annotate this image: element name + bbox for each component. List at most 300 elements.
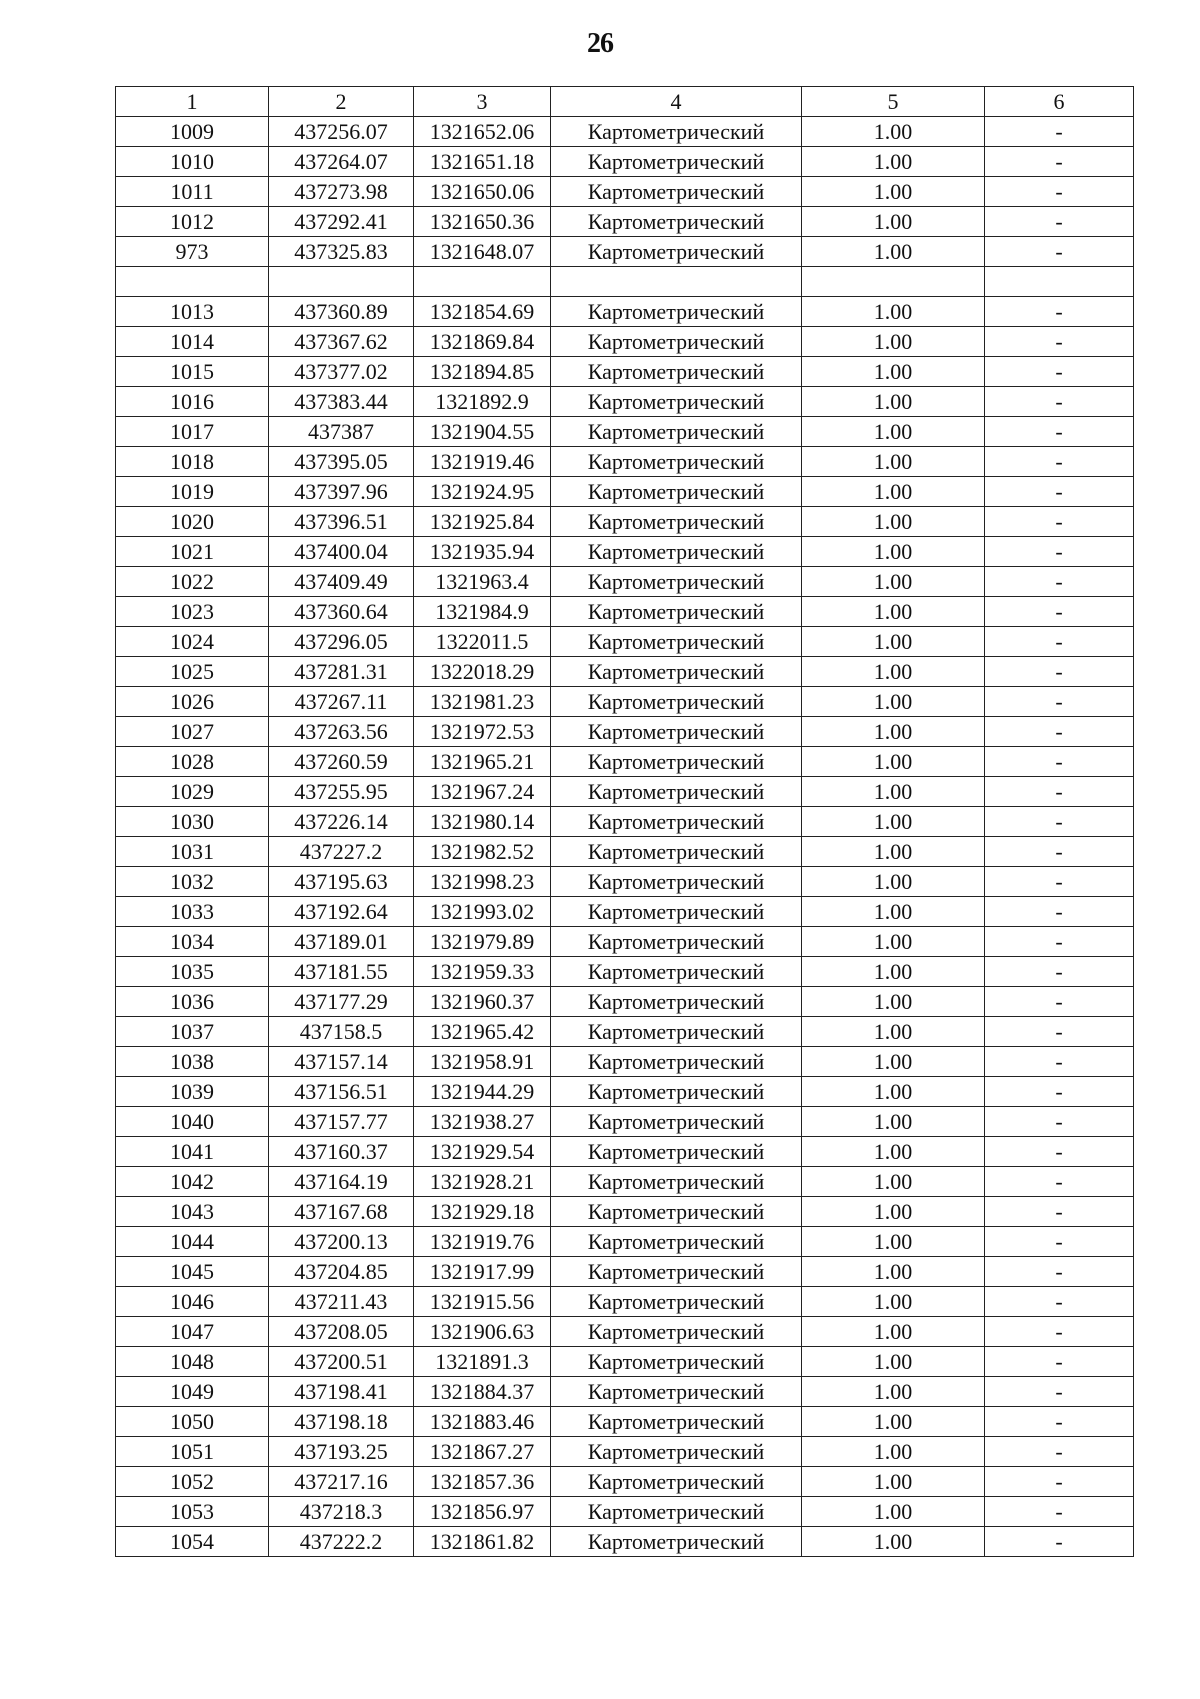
method-cell: Картометрический — [551, 657, 802, 687]
point-number-cell: 1037 — [116, 1017, 269, 1047]
note-cell: - — [985, 1137, 1134, 1167]
method-cell: Картометрический — [551, 147, 802, 177]
x-coordinate-cell: 437256.07 — [269, 117, 414, 147]
method-cell: Картометрический — [551, 1497, 802, 1527]
x-coordinate-cell: 437157.77 — [269, 1107, 414, 1137]
accuracy-cell: 1.00 — [802, 567, 985, 597]
y-coordinate-cell: 1321883.46 — [414, 1407, 551, 1437]
note-cell: - — [985, 387, 1134, 417]
note-cell: - — [985, 1407, 1134, 1437]
note-cell: - — [985, 417, 1134, 447]
table-row — [116, 687, 1134, 717]
table-row — [116, 477, 1134, 507]
accuracy-cell: 1.00 — [802, 207, 985, 237]
y-coordinate-cell: 1321959.33 — [414, 957, 551, 987]
point-number-cell: 1049 — [116, 1377, 269, 1407]
y-coordinate-cell: 1321904.55 — [414, 417, 551, 447]
point-number-cell: 1046 — [116, 1287, 269, 1317]
y-coordinate-cell: 1321958.91 — [414, 1047, 551, 1077]
table-row — [116, 657, 1134, 687]
y-coordinate-cell: 1322011.5 — [414, 627, 551, 657]
point-number-cell: 1031 — [116, 837, 269, 867]
accuracy-cell: 1.00 — [802, 447, 985, 477]
note-cell: - — [985, 237, 1134, 267]
point-number-cell: 1045 — [116, 1257, 269, 1287]
method-cell: Картометрический — [551, 1437, 802, 1467]
note-cell: - — [985, 687, 1134, 717]
table-row — [116, 1107, 1134, 1137]
table-row — [116, 237, 1134, 267]
table-row — [116, 357, 1134, 387]
point-number-cell: 1018 — [116, 447, 269, 477]
method-cell: Картометрический — [551, 387, 802, 417]
note-cell: - — [985, 477, 1134, 507]
y-coordinate-cell: 1321919.76 — [414, 1227, 551, 1257]
x-coordinate-cell: 437296.05 — [269, 627, 414, 657]
table-row — [116, 117, 1134, 147]
y-coordinate-cell: 1321944.29 — [414, 1077, 551, 1107]
page-number: 26 — [587, 28, 613, 59]
note-cell: - — [985, 537, 1134, 567]
table-row — [116, 597, 1134, 627]
accuracy-cell: 1.00 — [802, 987, 985, 1017]
x-coordinate-cell: 437193.25 — [269, 1437, 414, 1467]
accuracy-cell: 1.00 — [802, 1317, 985, 1347]
point-number-cell: 1047 — [116, 1317, 269, 1347]
note-cell: - — [985, 1017, 1134, 1047]
note-cell: - — [985, 1467, 1134, 1497]
note-cell: - — [985, 1227, 1134, 1257]
y-coordinate-cell: 1321980.14 — [414, 807, 551, 837]
method-cell: Картометрический — [551, 1047, 802, 1077]
point-number-cell: 1025 — [116, 657, 269, 687]
x-coordinate-cell: 437198.41 — [269, 1377, 414, 1407]
accuracy-cell — [802, 267, 985, 297]
table-row — [116, 1377, 1134, 1407]
accuracy-cell: 1.00 — [802, 1287, 985, 1317]
note-cell: - — [985, 1347, 1134, 1377]
method-cell: Картометрический — [551, 987, 802, 1017]
method-cell — [551, 267, 802, 297]
note-cell: - — [985, 297, 1134, 327]
point-number-cell: 1024 — [116, 627, 269, 657]
y-coordinate-cell: 1321884.37 — [414, 1377, 551, 1407]
x-coordinate-cell: 437325.83 — [269, 237, 414, 267]
y-coordinate-cell: 1321967.24 — [414, 777, 551, 807]
method-cell: Картометрический — [551, 297, 802, 327]
y-coordinate-cell: 1321906.63 — [414, 1317, 551, 1347]
point-number-cell: 1053 — [116, 1497, 269, 1527]
method-cell: Картометрический — [551, 597, 802, 627]
method-cell: Картометрический — [551, 117, 802, 147]
note-cell: - — [985, 987, 1134, 1017]
method-cell: Картометрический — [551, 1527, 802, 1557]
table-row — [116, 1527, 1134, 1557]
method-cell: Картометрический — [551, 537, 802, 567]
note-cell: - — [985, 837, 1134, 867]
note-cell: - — [985, 1437, 1134, 1467]
note-cell: - — [985, 1257, 1134, 1287]
note-cell: - — [985, 1107, 1134, 1137]
point-number-cell: 1015 — [116, 357, 269, 387]
x-coordinate-cell: 437158.5 — [269, 1017, 414, 1047]
method-cell: Картометрический — [551, 357, 802, 387]
accuracy-cell: 1.00 — [802, 387, 985, 417]
point-number-cell: 1011 — [116, 177, 269, 207]
y-coordinate-cell: 1321894.85 — [414, 357, 551, 387]
point-number-cell: 1048 — [116, 1347, 269, 1377]
point-number-cell: 1028 — [116, 747, 269, 777]
table-row — [116, 927, 1134, 957]
y-coordinate-cell: 1321861.82 — [414, 1527, 551, 1557]
point-number-cell: 1032 — [116, 867, 269, 897]
y-coordinate-cell: 1321867.27 — [414, 1437, 551, 1467]
accuracy-cell: 1.00 — [802, 1047, 985, 1077]
note-cell: - — [985, 957, 1134, 987]
x-coordinate-cell: 437218.3 — [269, 1497, 414, 1527]
x-coordinate-cell: 437383.44 — [269, 387, 414, 417]
table-row — [116, 417, 1134, 447]
y-coordinate-cell: 1321924.95 — [414, 477, 551, 507]
method-cell: Картометрический — [551, 1377, 802, 1407]
y-coordinate-cell: 1321929.18 — [414, 1197, 551, 1227]
point-number-cell: 1034 — [116, 927, 269, 957]
accuracy-cell: 1.00 — [802, 1197, 985, 1227]
note-cell: - — [985, 627, 1134, 657]
y-coordinate-cell: 1321981.23 — [414, 687, 551, 717]
accuracy-cell: 1.00 — [802, 927, 985, 957]
table-row — [116, 447, 1134, 477]
table-row — [116, 1227, 1134, 1257]
x-coordinate-cell: 437226.14 — [269, 807, 414, 837]
y-coordinate-cell: 1321869.84 — [414, 327, 551, 357]
method-cell: Картометрический — [551, 447, 802, 477]
note-cell: - — [985, 927, 1134, 957]
note-cell: - — [985, 1047, 1134, 1077]
table-row — [116, 327, 1134, 357]
accuracy-cell: 1.00 — [802, 717, 985, 747]
header-row — [116, 87, 1134, 117]
x-coordinate-cell: 437360.64 — [269, 597, 414, 627]
table-body — [116, 117, 1134, 1557]
x-coordinate-cell: 437198.18 — [269, 1407, 414, 1437]
y-coordinate-cell: 1321925.84 — [414, 507, 551, 537]
accuracy-cell: 1.00 — [802, 1377, 985, 1407]
table-row — [116, 207, 1134, 237]
table-row — [116, 387, 1134, 417]
x-coordinate-cell: 437164.19 — [269, 1167, 414, 1197]
method-cell: Картометрический — [551, 1077, 802, 1107]
point-number-cell: 1044 — [116, 1227, 269, 1257]
x-coordinate-cell: 437260.59 — [269, 747, 414, 777]
point-number-cell: 1022 — [116, 567, 269, 597]
table-row — [116, 1407, 1134, 1437]
table-row — [116, 1287, 1134, 1317]
point-number-cell — [116, 267, 269, 297]
note-cell: - — [985, 147, 1134, 177]
accuracy-cell: 1.00 — [802, 1257, 985, 1287]
y-coordinate-cell: 1321651.18 — [414, 147, 551, 177]
table-row — [116, 1167, 1134, 1197]
accuracy-cell: 1.00 — [802, 897, 985, 927]
accuracy-cell: 1.00 — [802, 1167, 985, 1197]
x-coordinate-cell: 437222.2 — [269, 1527, 414, 1557]
method-cell: Картометрический — [551, 687, 802, 717]
x-coordinate-cell: 437177.29 — [269, 987, 414, 1017]
method-cell: Картометрический — [551, 1197, 802, 1227]
point-number-cell: 1038 — [116, 1047, 269, 1077]
header-cell-1: 1 — [116, 87, 269, 117]
point-number-cell: 1014 — [116, 327, 269, 357]
accuracy-cell: 1.00 — [802, 537, 985, 567]
point-number-cell: 1029 — [116, 777, 269, 807]
x-coordinate-cell: 437292.41 — [269, 207, 414, 237]
point-number-cell: 1026 — [116, 687, 269, 717]
x-coordinate-cell: 437157.14 — [269, 1047, 414, 1077]
x-coordinate-cell: 437192.64 — [269, 897, 414, 927]
method-cell: Картометрический — [551, 327, 802, 357]
table-row — [116, 1197, 1134, 1227]
note-cell: - — [985, 597, 1134, 627]
method-cell: Картометрический — [551, 477, 802, 507]
method-cell: Картометрический — [551, 1137, 802, 1167]
accuracy-cell: 1.00 — [802, 867, 985, 897]
accuracy-cell: 1.00 — [802, 1017, 985, 1047]
y-coordinate-cell: 1321982.52 — [414, 837, 551, 867]
accuracy-cell: 1.00 — [802, 117, 985, 147]
x-coordinate-cell: 437267.11 — [269, 687, 414, 717]
method-cell: Картометрический — [551, 567, 802, 597]
header-cell-2: 2 — [269, 87, 414, 117]
point-number-cell: 1016 — [116, 387, 269, 417]
x-coordinate-cell: 437181.55 — [269, 957, 414, 987]
point-number-cell: 1040 — [116, 1107, 269, 1137]
x-coordinate-cell: 437409.49 — [269, 567, 414, 597]
y-coordinate-cell: 1321891.3 — [414, 1347, 551, 1377]
table-row — [116, 837, 1134, 867]
y-coordinate-cell: 1321993.02 — [414, 897, 551, 927]
method-cell: Картометрический — [551, 1167, 802, 1197]
point-number-cell: 1033 — [116, 897, 269, 927]
method-cell: Картометрический — [551, 807, 802, 837]
point-number-cell: 1054 — [116, 1527, 269, 1557]
y-coordinate-cell: 1321963.4 — [414, 567, 551, 597]
point-number-cell: 1017 — [116, 417, 269, 447]
note-cell: - — [985, 117, 1134, 147]
point-number-cell: 1019 — [116, 477, 269, 507]
accuracy-cell: 1.00 — [802, 1077, 985, 1107]
accuracy-cell: 1.00 — [802, 627, 985, 657]
accuracy-cell: 1.00 — [802, 837, 985, 867]
x-coordinate-cell: 437387 — [269, 417, 414, 447]
x-coordinate-cell: 437377.02 — [269, 357, 414, 387]
point-number-cell: 1052 — [116, 1467, 269, 1497]
x-coordinate-cell: 437189.01 — [269, 927, 414, 957]
point-number-cell: 1023 — [116, 597, 269, 627]
x-coordinate-cell: 437360.89 — [269, 297, 414, 327]
method-cell: Картометрический — [551, 897, 802, 927]
point-number-cell: 1027 — [116, 717, 269, 747]
point-number-cell: 1009 — [116, 117, 269, 147]
method-cell: Картометрический — [551, 717, 802, 747]
note-cell: - — [985, 1197, 1134, 1227]
x-coordinate-cell: 437273.98 — [269, 177, 414, 207]
table-row — [116, 1347, 1134, 1377]
table-row — [116, 807, 1134, 837]
table-row — [116, 747, 1134, 777]
note-cell: - — [985, 567, 1134, 597]
x-coordinate-cell: 437156.51 — [269, 1077, 414, 1107]
note-cell: - — [985, 177, 1134, 207]
note-cell — [985, 267, 1134, 297]
note-cell: - — [985, 1497, 1134, 1527]
method-cell: Картометрический — [551, 1287, 802, 1317]
note-cell: - — [985, 717, 1134, 747]
y-coordinate-cell: 1321998.23 — [414, 867, 551, 897]
note-cell: - — [985, 1077, 1134, 1107]
table-row — [116, 507, 1134, 537]
table-row — [116, 1317, 1134, 1347]
table-row — [116, 957, 1134, 987]
table-row — [116, 1137, 1134, 1167]
note-cell: - — [985, 327, 1134, 357]
x-coordinate-cell: 437281.31 — [269, 657, 414, 687]
coordinates-table — [115, 86, 1134, 1557]
table-row — [116, 1077, 1134, 1107]
x-coordinate-cell: 437217.16 — [269, 1467, 414, 1497]
method-cell: Картометрический — [551, 1017, 802, 1047]
table-row — [116, 777, 1134, 807]
method-cell: Картометрический — [551, 1107, 802, 1137]
method-cell: Картометрический — [551, 927, 802, 957]
method-cell: Картометрический — [551, 417, 802, 447]
x-coordinate-cell: 437264.07 — [269, 147, 414, 177]
note-cell: - — [985, 747, 1134, 777]
x-coordinate-cell: 437204.85 — [269, 1257, 414, 1287]
note-cell: - — [985, 207, 1134, 237]
method-cell: Картометрический — [551, 237, 802, 267]
table-row — [116, 1467, 1134, 1497]
table-row — [116, 897, 1134, 927]
note-cell: - — [985, 447, 1134, 477]
point-number-cell: 1050 — [116, 1407, 269, 1437]
table-row — [116, 267, 1134, 297]
method-cell: Картометрический — [551, 1257, 802, 1287]
accuracy-cell: 1.00 — [802, 327, 985, 357]
y-coordinate-cell: 1322018.29 — [414, 657, 551, 687]
point-number-cell: 1020 — [116, 507, 269, 537]
method-cell: Картометрический — [551, 1317, 802, 1347]
table-row — [116, 567, 1134, 597]
method-cell: Картометрический — [551, 867, 802, 897]
table-row — [116, 1437, 1134, 1467]
y-coordinate-cell: 1321892.9 — [414, 387, 551, 417]
y-coordinate-cell: 1321935.94 — [414, 537, 551, 567]
header-cell-3: 3 — [414, 87, 551, 117]
note-cell: - — [985, 1527, 1134, 1557]
table-header — [116, 87, 1134, 117]
accuracy-cell: 1.00 — [802, 477, 985, 507]
accuracy-cell: 1.00 — [802, 747, 985, 777]
note-cell: - — [985, 807, 1134, 837]
accuracy-cell: 1.00 — [802, 1527, 985, 1557]
accuracy-cell: 1.00 — [802, 957, 985, 987]
x-coordinate-cell — [269, 267, 414, 297]
accuracy-cell: 1.00 — [802, 807, 985, 837]
method-cell: Картометрический — [551, 507, 802, 537]
point-number-cell: 1039 — [116, 1077, 269, 1107]
y-coordinate-cell: 1321984.9 — [414, 597, 551, 627]
header-cell-6: 6 — [985, 87, 1134, 117]
accuracy-cell: 1.00 — [802, 777, 985, 807]
method-cell: Картометрический — [551, 1467, 802, 1497]
note-cell: - — [985, 897, 1134, 927]
accuracy-cell: 1.00 — [802, 1107, 985, 1137]
y-coordinate-cell: 1321960.37 — [414, 987, 551, 1017]
accuracy-cell: 1.00 — [802, 417, 985, 447]
point-number-cell: 1036 — [116, 987, 269, 1017]
point-number-cell: 973 — [116, 237, 269, 267]
table-row — [116, 717, 1134, 747]
point-number-cell: 1013 — [116, 297, 269, 327]
note-cell: - — [985, 357, 1134, 387]
accuracy-cell: 1.00 — [802, 1437, 985, 1467]
note-cell: - — [985, 657, 1134, 687]
method-cell: Картометрический — [551, 627, 802, 657]
accuracy-cell: 1.00 — [802, 507, 985, 537]
y-coordinate-cell: 1321979.89 — [414, 927, 551, 957]
method-cell: Картометрический — [551, 207, 802, 237]
x-coordinate-cell: 437395.05 — [269, 447, 414, 477]
table-row — [116, 537, 1134, 567]
method-cell: Картометрический — [551, 957, 802, 987]
x-coordinate-cell: 437208.05 — [269, 1317, 414, 1347]
y-coordinate-cell — [414, 267, 551, 297]
x-coordinate-cell: 437400.04 — [269, 537, 414, 567]
accuracy-cell: 1.00 — [802, 177, 985, 207]
x-coordinate-cell: 437160.37 — [269, 1137, 414, 1167]
y-coordinate-cell: 1321648.07 — [414, 237, 551, 267]
table-row — [116, 1497, 1134, 1527]
point-number-cell: 1030 — [116, 807, 269, 837]
table-row — [116, 867, 1134, 897]
table-row — [116, 1257, 1134, 1287]
y-coordinate-cell: 1321915.56 — [414, 1287, 551, 1317]
y-coordinate-cell: 1321854.69 — [414, 297, 551, 327]
y-coordinate-cell: 1321965.42 — [414, 1017, 551, 1047]
table-row — [116, 1047, 1134, 1077]
x-coordinate-cell: 437211.43 — [269, 1287, 414, 1317]
point-number-cell: 1035 — [116, 957, 269, 987]
note-cell: - — [985, 1167, 1134, 1197]
accuracy-cell: 1.00 — [802, 597, 985, 627]
y-coordinate-cell: 1321919.46 — [414, 447, 551, 477]
method-cell: Картометрический — [551, 747, 802, 777]
point-number-cell: 1012 — [116, 207, 269, 237]
accuracy-cell: 1.00 — [802, 297, 985, 327]
x-coordinate-cell: 437167.68 — [269, 1197, 414, 1227]
method-cell: Картометрический — [551, 1407, 802, 1437]
accuracy-cell: 1.00 — [802, 1137, 985, 1167]
method-cell: Картометрический — [551, 1347, 802, 1377]
table-row — [116, 1017, 1134, 1047]
point-number-cell: 1051 — [116, 1437, 269, 1467]
method-cell: Картометрический — [551, 177, 802, 207]
point-number-cell: 1041 — [116, 1137, 269, 1167]
accuracy-cell: 1.00 — [802, 357, 985, 387]
x-coordinate-cell: 437397.96 — [269, 477, 414, 507]
point-number-cell: 1042 — [116, 1167, 269, 1197]
